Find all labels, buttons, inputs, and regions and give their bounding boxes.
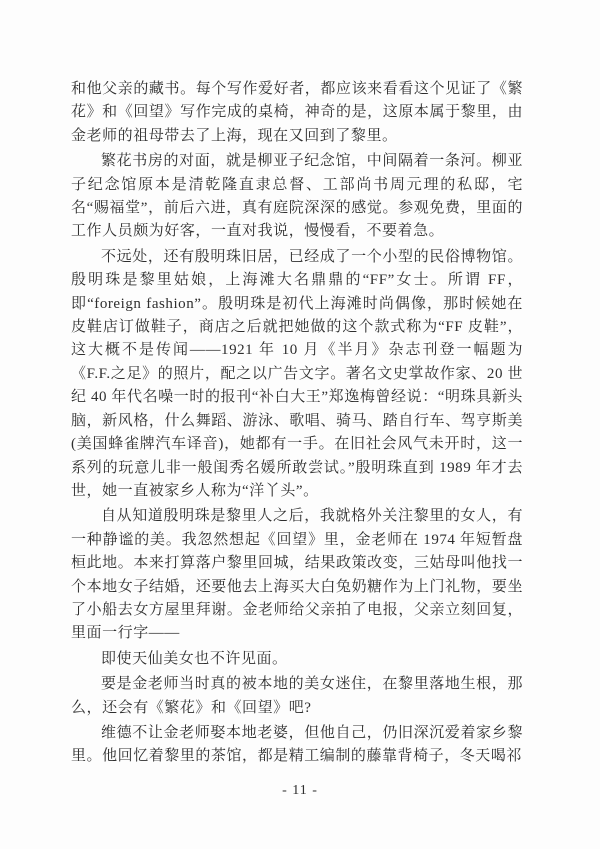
body-text-block <box>71 78 523 771</box>
body-paragraph: 繁花书房的对面，就是柳亚子纪念馆，中间隔着一条河。柳亚子纪念馆原本是清乾隆直隶总督、工部尚书周元理的私邸，宅名“赐福堂”，前后六进，真有庭院深深的感觉。参观免费，里面的工作人员颇为好客，一直对我说，慢慢看，不要着急。 <box>71 153 523 240</box>
body-paragraph: 和他父亲的藏书。每个写作爱好者，都应该来看看这个见证了《繁花》和《回望》写作完成的桌椅，神奇的是，这原本属于黎里，由金老师的祖母带去了上海，现在又回到了黎里。 <box>71 81 523 144</box>
body-paragraph: 不远处，还有殷明珠旧居，已经成了一个小型的民俗博物馆。殷明珠是黎里姑娘，上海滩大名鼎鼎的“FF”女士。所谓 FF，即“foreign fashion”。殷明珠是初代上海滩时尚偶像，那时候她在皮鞋店订做鞋子，商店之后就把她做的这个款式称为“FF 皮鞋”，这大概不是传闻——1921 年 10 月《半月》杂志刊登一幅题为《F.F.之足》的照片，配之以广告文字。著名文史掌故作家、20 世纪 40 年代名噪一时的报刊“补白大王”郑逸梅曾经说：“明珠具新头脑，新风格，什么舞蹈、游泳、歌唱、骑马、踏自行车、驾亨斯美(美国蜂雀牌汽车译音)，她都有一手。在旧社会风气未开时，这一系列的玩意儿非一般闺秀名媛所敢尝试。”殷明珠直到 1989 年才去世，她一直被家乡人称为“洋丫头”。 <box>71 248 523 499</box>
body-paragraph: 即使天仙美女也不许见面。 <box>101 650 288 667</box>
body-paragraph: 要是金老师当时真的被本地的美女迷住，在黎里落地生根，那么，还会有《繁花》和《回望》吧? <box>71 676 523 716</box>
body-paragraph: 维德不让金老师娶本地老婆，但他自己，仍旧深沉爱着家乡黎里。他回忆着黎里的茶馆，都是精工编制的藤靠背椅子，冬天喝祁 <box>71 724 523 765</box>
body-paragraph: 自从知道殷明珠是黎里人之后，我就格外关注黎里的女人，有一种静谧的美。我忽然想起《回望》里，金老师在 1974 年短暂盘桓此地。本来打算落户黎里回城，结果政策改变，三姑母叫他找一个本地女子结婚，还要他去上海买大白兔奶糖作为上门礼物，要坐了小船去女方屋里拜谢。金老师给父亲拍了电报，父亲立刻回复，里面一行字—— <box>71 508 523 642</box>
page-number: - 11 - <box>282 783 318 798</box>
